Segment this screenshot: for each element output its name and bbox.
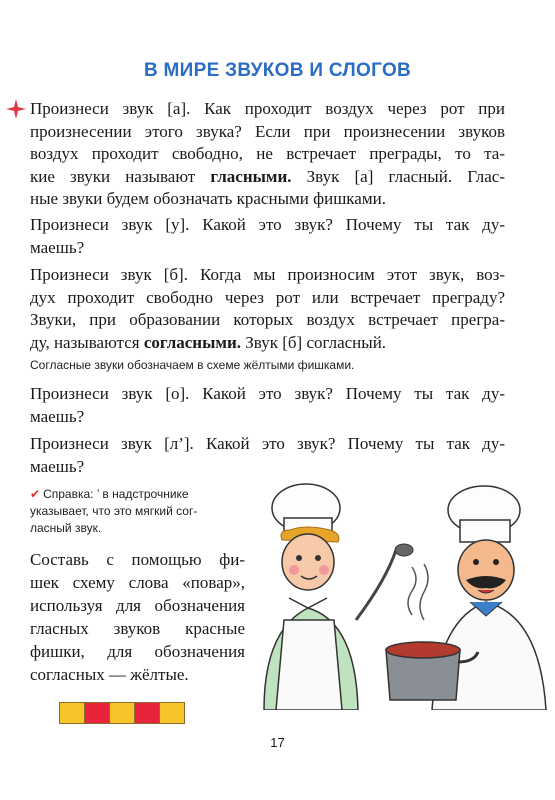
text-line: Составь с помощью фи- <box>30 550 245 569</box>
text-segment: кие звуки называют <box>30 166 211 186</box>
text-line: шек схему слова «повар», <box>30 573 245 592</box>
text-line: Произнеси звук [л’]. Какой это звук? Почему ты так ду- <box>30 434 505 453</box>
scheme-note: Согласные звуки обозначаем в схеме жёлтыми фишками. <box>30 358 355 372</box>
text-line: гласных звуков красные <box>30 619 245 638</box>
page-title: В МИРЕ ЗВУКОВ И СЛОГОВ <box>143 60 412 81</box>
cooks-illustration <box>244 470 554 710</box>
term-vowels: гласными. <box>210 166 292 186</box>
star-icon <box>6 99 26 119</box>
text-segment: Звук [а] гласный. Глас- <box>291 166 505 186</box>
text-line: указывает, что это мягкий сог- <box>30 504 198 518</box>
paragraph-sound-o <box>30 383 505 428</box>
check-icon: ✔ <box>30 487 41 501</box>
paragraph-vowel-a <box>30 98 505 211</box>
text-line: Произнеси звук [у]. Какой это звук? Почему ты так ду- <box>30 215 505 234</box>
text-line: фишки, для обозначения <box>30 642 245 661</box>
page-number: 17 <box>270 735 285 750</box>
text-line <box>30 166 505 189</box>
vowel-chip <box>84 702 110 724</box>
text-line: Звуки, при образовании которых воздух встречает прегра- <box>30 310 505 329</box>
word-scheme <box>59 702 184 724</box>
consonant-chip <box>109 702 135 724</box>
text-line: Произнеси звук [о]. Какой это звук? Почему ты так ду- <box>30 384 505 403</box>
text-line: маешь? <box>30 237 85 257</box>
reference-note <box>30 486 235 537</box>
paragraph-sound-u <box>30 214 505 259</box>
vowel-chip <box>134 702 160 724</box>
text-line: Произнеси звук [а]. Как проходит воздух через рот при <box>30 99 505 118</box>
text-line: воздух проходит свободно, не встречает преграды, то та- <box>30 144 505 163</box>
text-line: Справка: ’ в надстрочнике <box>43 487 189 501</box>
term-consonants: согласными. <box>143 332 241 352</box>
consonant-chip <box>159 702 185 724</box>
paragraph-consonant-b <box>30 264 505 354</box>
text-line: ные звуки будем обозначать красными фишками. <box>30 189 386 208</box>
text-line: маешь? <box>30 456 85 476</box>
text-line <box>30 332 505 355</box>
text-line: дух проходит свободно через рот или встречает преграду? <box>30 287 505 307</box>
text-line: согласных — жёлтые. <box>30 665 189 684</box>
text-segment: ду, называются <box>30 332 144 352</box>
consonant-chip <box>59 702 85 724</box>
text-segment: Звук [б] согласный. <box>241 332 387 352</box>
task-paragraph <box>30 548 245 686</box>
text-line: ласный звук. <box>30 521 102 535</box>
text-line: маешь? <box>30 406 85 426</box>
text-line: Произнеси звук [б]. Когда мы произносим этот звук, воз- <box>30 265 505 284</box>
text-line: произнесении этого звука? Если при произнесении звуков <box>30 121 505 141</box>
text-line: используя для обозначения <box>30 596 245 615</box>
